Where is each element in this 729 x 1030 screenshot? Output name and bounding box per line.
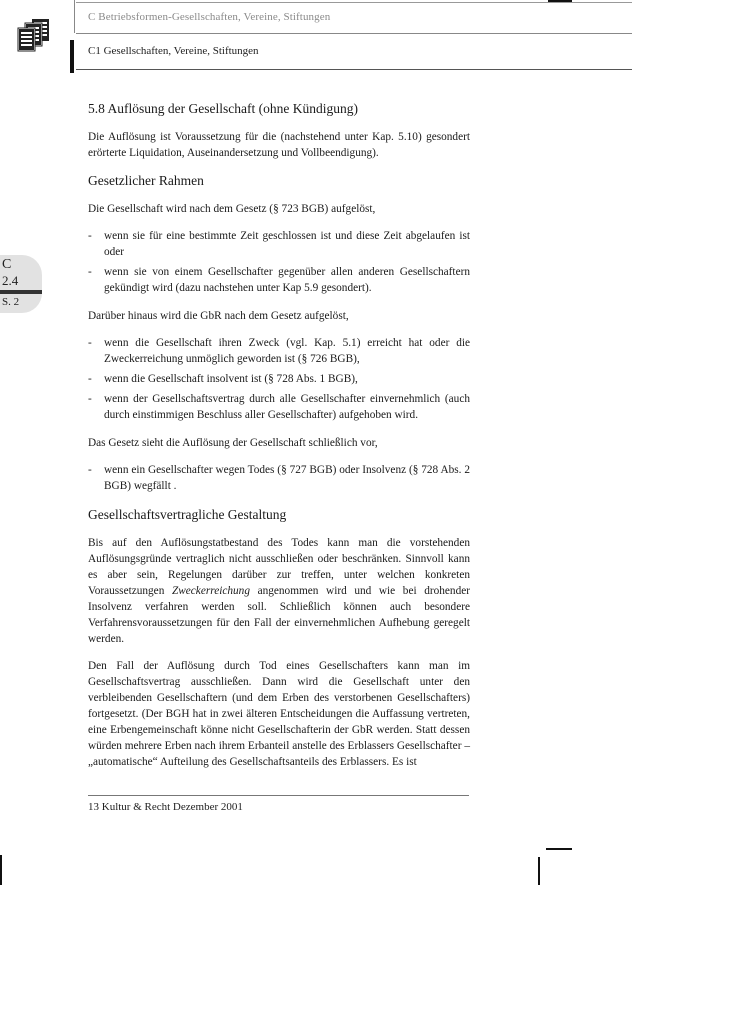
paragraph: Den Fall der Auflösung durch Tod eines Gesellschafters kann man im Gesellschaftsvertrag ausschließen. Dann wird die Gesellschaft unter den verbleibenden Gesellschaftern (und dem Erben des verstorbenen Gesellschafters) fortgesetzt. (Der BGH hat in zwei älteren Entscheidungen die Auffassung vertreten, eine Erbengemeinschaft könne nicht Gesellschafterin der GbR werden. Statt dessen würden mehrere Erben nach ihrem Erbanteil anstelle des Erblassers Gesellschafter – „automatische“ Aufteilung des Gesellschaftsanteils des Erblassers. Es ist	[88, 660, 470, 768]
list-item: - wenn der Gesellschaftsvertrag durch alle Gesellschafter einvernehmlich (auch durch einstimmigen Beschluss aller Gesellschafter) aufgehoben wird.	[88, 391, 470, 423]
side-tab-page: S. 2	[2, 296, 20, 308]
header-vertical-rule	[74, 0, 75, 33]
list-item: - wenn die Gesellschaft ihren Zweck (vgl. Kap. 5.1) erreicht hat oder die Zweckerreichung unmöglich geworden ist (§ 726 BGB),	[88, 335, 470, 367]
bullet-list	[88, 335, 470, 423]
text-run: Bis auf den Auflösungstatbestand des Todes kann man die vorstehenden Auflösungsgründe vertraglich nicht ausschließen oder beschränken. Sinnvoll kann es aber sein, Regelungen darüber zur treffen, unter welchen konkreten Voraussetzungen	[88, 537, 470, 597]
header-rule-top	[76, 2, 632, 3]
crop-mark	[538, 857, 540, 885]
header-marker-bar	[70, 40, 74, 73]
list-item: - wenn sie von einem Gesellschafter gegenüber allen anderen Gesellschaftern gekündigt wird (dazu nachstehen unter Kap 5.9 gesondert).	[88, 264, 470, 296]
text-run: angenommen wird und wie bei drohender Insolvenz verfahren werden soll. Schließlich können auch besondere Verfahrensvoraussetzungen für den Fall der einvernehmlichen Aufhebung geregelt werden.	[88, 585, 470, 645]
side-tab	[0, 255, 42, 313]
subheading-vertragliche-gestaltung: Gesellschaftsvertragliche Gestaltung	[88, 507, 287, 522]
side-tab-letter: C	[2, 257, 12, 272]
subheading-gesetzlicher-rahmen: Gesetzlicher Rahmen	[88, 173, 204, 188]
list-item: - wenn die Gesellschaft insolvent ist (§ 728 Abs. 1 BGB),	[88, 371, 470, 387]
footer-rule	[88, 795, 469, 796]
section-heading: 5.8 Auflösung der Gesellschaft (ohne Kündigung)	[88, 101, 358, 116]
side-tab-divider	[0, 290, 42, 294]
documents-icon	[16, 18, 52, 57]
paragraph	[88, 535, 470, 647]
main-content	[88, 100, 470, 770]
crop-mark	[548, 0, 572, 2]
bullet-list	[88, 462, 470, 494]
paragraph: Das Gesetz sieht die Auflösung der Gesellschaft schließlich vor,	[88, 437, 378, 449]
header-section-title: C1 Gesellschaften, Vereine, Stiftungen	[88, 45, 259, 57]
header-rule-middle	[76, 33, 632, 34]
paragraph: Die Gesellschaft wird nach dem Gesetz (§ 723 BGB) aufgelöst,	[88, 203, 376, 215]
section-intro: Die Auflösung ist Voraussetzung für die (nachstehend unter Kap. 5.10) gesondert erörterte Liquidation, Auseinandersetzung und Vollbeendigung).	[88, 131, 470, 159]
crop-mark	[546, 848, 572, 850]
crop-mark	[0, 855, 2, 885]
list-item: - wenn ein Gesellschafter wegen Todes (§ 727 BGB) oder Insolvenz (§ 728 Abs. 2 BGB) wegfällt .	[88, 462, 470, 494]
footer-text: 13 Kultur & Recht Dezember 2001	[88, 801, 243, 813]
list-item: - wenn sie für eine bestimmte Zeit geschlossen ist und diese Zeit abgelaufen ist oder	[88, 228, 470, 260]
header-chapter-title: C Betriebsformen-Gesellschaften, Vereine, Stiftungen	[88, 11, 331, 23]
side-tab-number: 2.4	[2, 273, 19, 288]
emphasis-text: Zweckerreichung	[171, 585, 250, 597]
bullet-list	[88, 228, 470, 296]
header-rule-bottom	[76, 69, 632, 70]
paragraph: Darüber hinaus wird die GbR nach dem Gesetz aufgelöst,	[88, 310, 349, 322]
